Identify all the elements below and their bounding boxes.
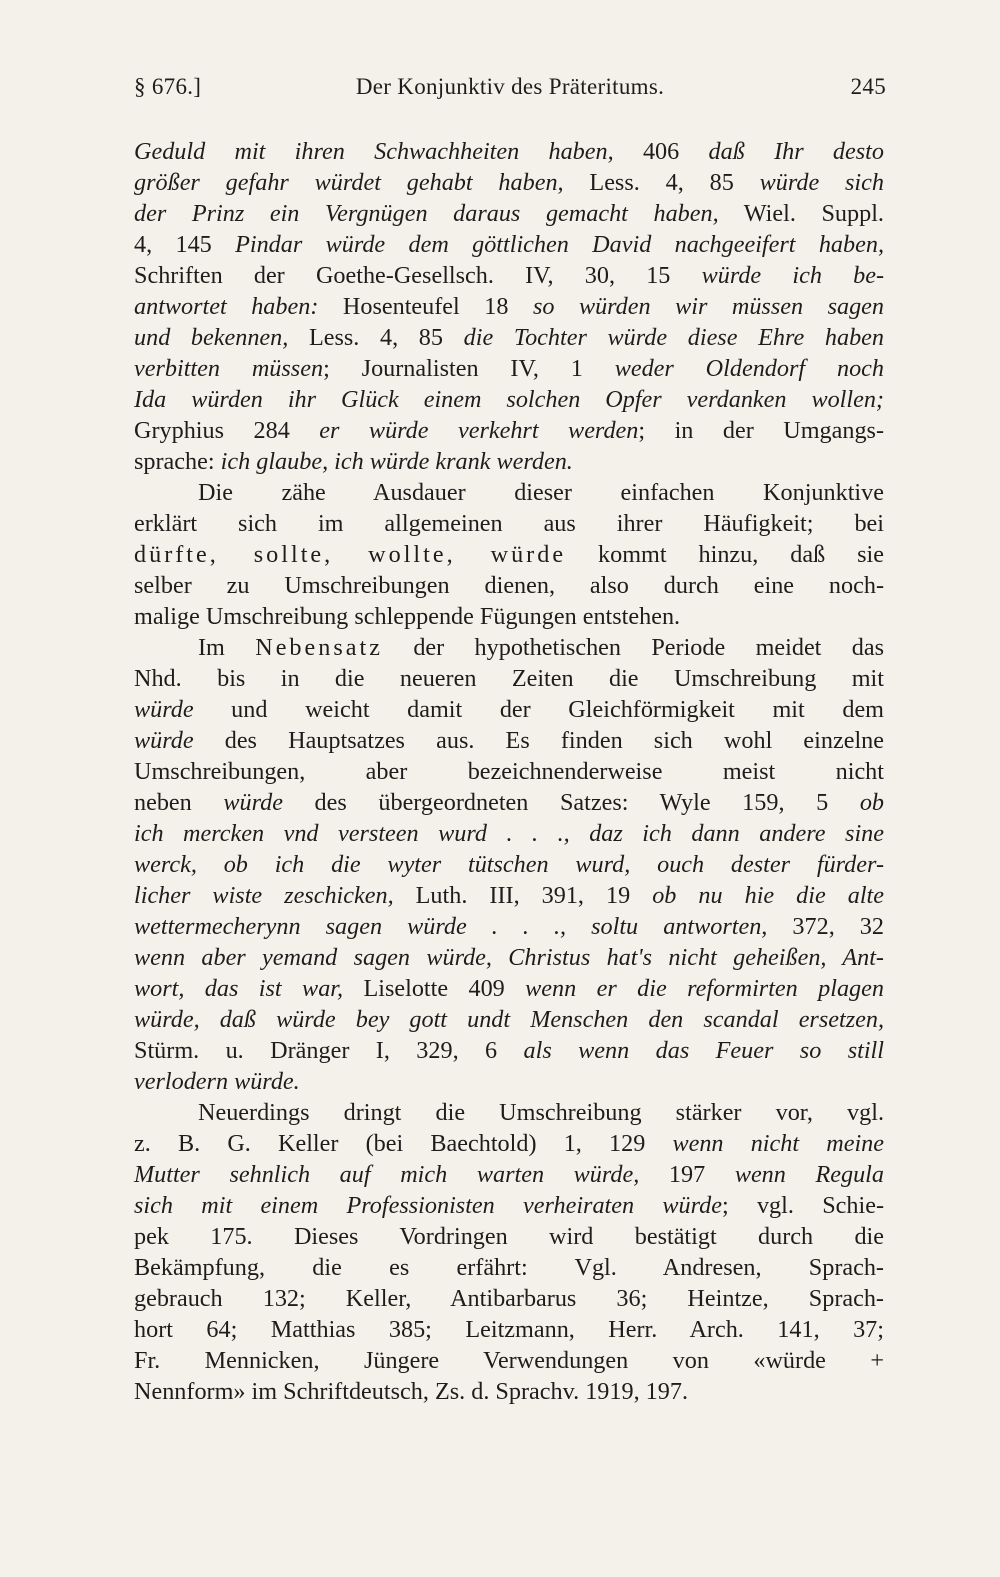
text-line — [134, 942, 884, 973]
italic-quote: wenn Regula — [734, 1161, 885, 1188]
italic-quote: er würde verkehrt werden — [319, 417, 639, 444]
text-line — [134, 477, 884, 508]
italic-quote: wenn aber yemand sagen würde, Christus hat's nicht geheißen, Ant- — [134, 944, 884, 971]
text-run: der hypothetischen Periode meidet das — [382, 634, 884, 661]
italic-quote: würde — [134, 696, 194, 723]
text-run: Less. 4, 85 — [563, 169, 760, 196]
text-line — [134, 446, 884, 477]
spaced-emphasis: dürfte, sollte, wollte, würde — [134, 541, 567, 568]
text-run: ; vgl. Schie- — [721, 1192, 884, 1219]
text-run: und weicht damit der Gleichförmigkeit mit dem — [193, 696, 884, 723]
section-number: § 676.] — [134, 74, 202, 99]
italic-quote: wettermecherynn sagen würde . . ., soltu antworten, — [134, 913, 768, 940]
italic-quote: die Tochter würde diese Ehre haben — [463, 324, 884, 351]
italic-quote: wenn er die reformirten plagen — [525, 975, 884, 1002]
text-line — [134, 787, 884, 818]
italic-quote: Pindar würde dem göttlichen David nachgeeifert haben, — [235, 231, 884, 258]
italic-quote: größer gefahr würdet gehabt haben, — [134, 169, 564, 196]
text-line — [134, 1376, 884, 1407]
italic-quote: ich mercken vnd versteen wurd . . ., daz ich dann andere sine — [134, 820, 884, 847]
text-line — [134, 539, 884, 570]
italic-quote: werck, ob ich die wyter tütschen wurd, ouch dester fürder- — [134, 851, 884, 878]
text-run: selber zu Umschreibungen dienen, also durch eine noch- — [134, 572, 884, 599]
italic-quote: würde, daß würde bey gott undt Menschen den scandal ersetzen, — [134, 1006, 884, 1033]
italic-quote: sich mit einem Professionisten verheiraten würde — [134, 1192, 722, 1219]
text-line — [134, 508, 884, 539]
italic-quote: würde — [223, 789, 283, 816]
text-run: Umschreibungen, aber bezeichnenderweise meist nicht — [134, 758, 884, 785]
text-line — [134, 1128, 884, 1159]
text-line — [134, 322, 884, 353]
text-line — [134, 1035, 884, 1066]
page-number: 245 — [850, 74, 886, 99]
text-run: Schriften der Goethe-Gesellsch. IV, 30, 15 — [134, 262, 702, 289]
body-text — [134, 136, 884, 1407]
text-line — [134, 1097, 884, 1128]
text-run: des Hauptsatzes aus. Es finden sich wohl einzelne — [193, 727, 884, 754]
text-run: hort 64; Matthias 385; Leitzmann, Herr. Arch. 141, 37; — [134, 1316, 884, 1343]
text-run: pek 175. Dieses Vordringen wird bestätigt durch die — [134, 1223, 884, 1250]
text-run: Nennform» im Schriftdeutsch, Zs. d. Sprachv. 1919, 197. — [134, 1378, 688, 1405]
text-line — [134, 384, 884, 415]
italic-quote: und bekennen, — [134, 324, 289, 351]
text-line — [134, 167, 884, 198]
italic-quote: daß Ihr desto — [708, 138, 884, 165]
text-line — [134, 1221, 884, 1252]
italic-quote: ich glaube, ich würde krank werden. — [220, 448, 573, 475]
italic-quote: so würden wir müssen sagen — [532, 293, 884, 320]
running-header — [134, 74, 886, 114]
italic-quote: würde ich be- — [701, 262, 884, 289]
italic-quote: würde sich — [759, 169, 884, 196]
text-run: 406 — [613, 138, 709, 165]
text-line — [134, 1252, 884, 1283]
text-run: Gryphius 284 — [134, 417, 320, 444]
text-run: Im — [198, 634, 256, 661]
italic-quote: verlodern würde. — [134, 1068, 300, 1095]
text-run: Hosenteufel 18 — [318, 293, 533, 320]
text-line — [134, 1066, 884, 1097]
italic-quote: verbitten müssen — [134, 355, 324, 382]
text-line — [134, 415, 884, 446]
italic-quote: würde — [134, 727, 194, 754]
text-line — [134, 1159, 884, 1190]
text-line — [134, 1190, 884, 1221]
text-line — [134, 291, 884, 322]
text-line — [134, 694, 884, 725]
text-run: kommt hinzu, daß sie — [566, 541, 884, 568]
italic-quote: Geduld mit ihren Schwachheiten haben, — [134, 138, 614, 165]
italic-quote: antwortet haben: — [134, 293, 319, 320]
text-line — [134, 353, 884, 384]
text-line — [134, 229, 884, 260]
italic-quote: der Prinz ein Vergnügen daraus gemacht haben, — [134, 200, 719, 227]
text-run: ; in der Umgangs- — [638, 417, 885, 444]
text-run: 4, 145 — [134, 231, 236, 258]
text-line — [134, 663, 884, 694]
text-run: Die zähe Ausdauer dieser einfachen Konjunktive — [198, 479, 884, 506]
text-line — [134, 632, 884, 663]
text-run: Bekämpfung, die es erfährt: Vgl. Andresen, Sprach- — [134, 1254, 884, 1281]
italic-quote: weder Oldendorf noch — [614, 355, 885, 382]
text-run: ; Journalisten IV, 1 — [323, 355, 615, 382]
text-run: Wiel. Suppl. — [718, 200, 884, 227]
italic-quote: wort, das ist war, — [134, 975, 344, 1002]
italic-quote: Ida würden ihr Glück einem solchen Opfer verdanken wollen; — [134, 386, 884, 413]
text-line — [134, 1283, 884, 1314]
text-run: Liselotte 409 — [343, 975, 526, 1002]
text-run: Nhd. bis in die neueren Zeiten die Umschreibung mit — [134, 665, 884, 692]
running-title: Der Konjunktiv des Präteritums. — [355, 74, 665, 99]
text-run: Luth. III, 391, 19 — [393, 882, 653, 909]
text-run: z. B. G. Keller (bei Baechtold) 1, 129 — [134, 1130, 673, 1157]
text-run: neben — [134, 789, 224, 816]
text-run: 372, 32 — [767, 913, 884, 940]
text-line — [134, 570, 884, 601]
text-line — [134, 1004, 884, 1035]
text-run: Neuerdings dringt die Umschreibung stärker vor, vgl. — [198, 1099, 884, 1126]
italic-quote: ob — [859, 789, 884, 816]
italic-quote: Mutter sehnlich auf mich warten würde, — [134, 1161, 640, 1188]
italic-quote: wenn nicht meine — [672, 1130, 884, 1157]
text-run: Less. 4, 85 — [288, 324, 464, 351]
italic-quote: licher wiste zeschicken, — [134, 882, 394, 909]
text-run: Fr. Mennicken, Jüngere Verwendungen von «würde + — [134, 1347, 884, 1374]
text-line — [134, 818, 884, 849]
text-line — [134, 601, 884, 632]
text-line — [134, 849, 884, 880]
text-line — [134, 973, 884, 1004]
italic-quote: als wenn das Feuer so still — [523, 1037, 884, 1064]
text-line — [134, 911, 884, 942]
text-line — [134, 260, 884, 291]
text-line — [134, 1345, 884, 1376]
text-line — [134, 1314, 884, 1345]
text-run: Stürm. u. Dränger I, 329, 6 — [134, 1037, 524, 1064]
text-run: 197 — [639, 1161, 735, 1188]
text-line — [134, 756, 884, 787]
text-run: des übergeordneten Satzes: Wyle 159, 5 — [282, 789, 860, 816]
text-run: gebrauch 132; Keller, Antibarbarus 36; Heintze, Sprach- — [134, 1285, 884, 1312]
italic-quote: ob nu hie die alte — [652, 882, 884, 909]
text-line — [134, 880, 884, 911]
text-line — [134, 198, 884, 229]
text-run: erklärt sich im allgemeinen aus ihrer Häufigkeit; bei — [134, 510, 884, 537]
text-run: sprache: — [134, 448, 221, 475]
text-line — [134, 725, 884, 756]
text-run: malige Umschreibung schleppende Fügungen entstehen. — [134, 603, 681, 630]
spaced-emphasis: Nebensatz — [255, 634, 383, 661]
text-line — [134, 136, 884, 167]
